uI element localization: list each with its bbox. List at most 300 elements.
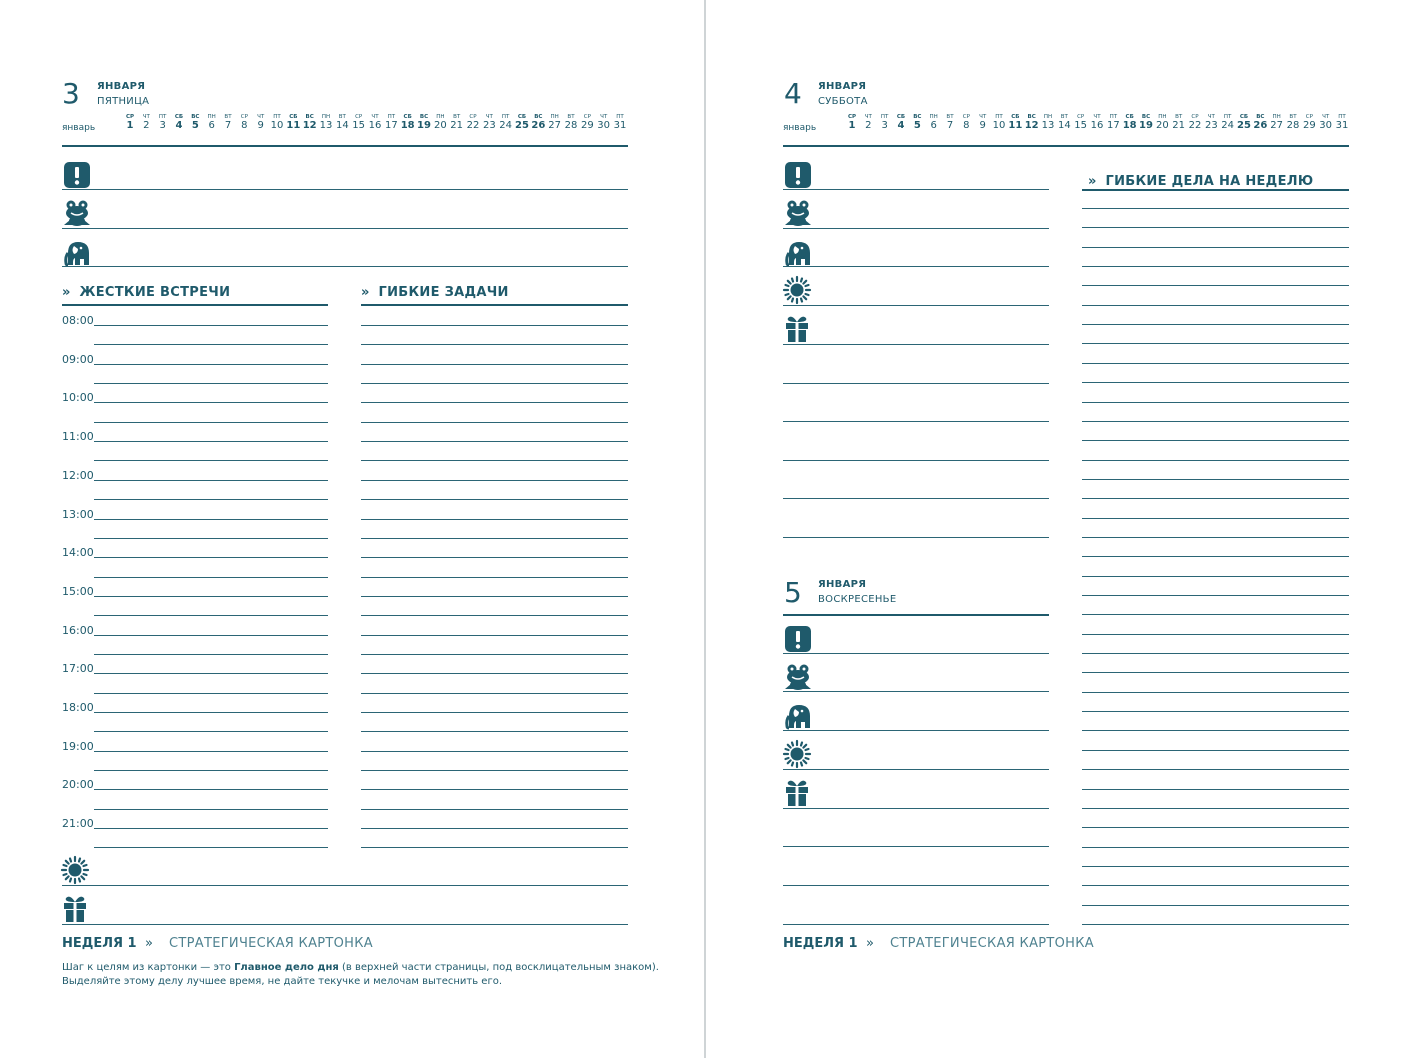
main-task-line[interactable]: [783, 653, 1049, 654]
calendar-day-number: 24: [499, 120, 513, 131]
calendar-weekday-label: ПТ: [1223, 114, 1232, 120]
section-arrow-icon: »: [361, 285, 370, 300]
calendar-day-13[interactable]: [1040, 114, 1057, 132]
task-line[interactable]: [361, 344, 628, 345]
calendar-weekday-label: СР: [1305, 114, 1313, 120]
calendar-day-number: 17: [1106, 120, 1120, 131]
calendar-day-22[interactable]: [1187, 114, 1204, 132]
weekly-task-line[interactable]: [1082, 421, 1349, 422]
month-name: ЯНВАРЯ: [818, 579, 867, 590]
calendar-weekday-label: ПТ: [1109, 114, 1118, 120]
calendar-day-6[interactable]: [203, 114, 220, 132]
meeting-halfhour-line[interactable]: [94, 499, 328, 500]
elephant-task-line[interactable]: [783, 266, 1049, 267]
weekly-task-line[interactable]: [1082, 208, 1349, 209]
note-line[interactable]: [783, 460, 1049, 461]
calendar-weekday-label: ЧТ: [371, 114, 379, 120]
calendar-day-number: 7: [946, 120, 954, 131]
calendar-day-number: 22: [466, 120, 480, 131]
meeting-slot-line[interactable]: [94, 751, 328, 752]
calendar-day-number: 23: [482, 120, 496, 131]
calendar-day-28[interactable]: [1285, 114, 1302, 132]
calendar-weekday-label: ВТ: [338, 114, 346, 120]
weekly-task-line[interactable]: [1082, 537, 1349, 538]
calendar-day-1[interactable]: [122, 114, 139, 132]
calendar-day-9[interactable]: [974, 114, 991, 132]
time-slot-label: 21:00: [62, 817, 94, 831]
frog-task-line[interactable]: [783, 691, 1049, 692]
calendar-day-4[interactable]: [893, 114, 910, 132]
meeting-halfhour-line[interactable]: [94, 538, 328, 539]
calendar-weekday-label: ЧТ: [600, 114, 608, 120]
weekly-tasks-rule: [1082, 189, 1349, 191]
tip-text-part: (в верхней части страницы, под восклицательным знаком).: [338, 962, 659, 973]
calendar-day-30[interactable]: [595, 114, 612, 132]
time-slot-label: 08:00: [62, 314, 94, 327]
calendar-day-6[interactable]: [925, 114, 942, 132]
calendar-day-4[interactable]: [171, 114, 188, 132]
weekly-task-line[interactable]: [1082, 885, 1349, 886]
calendar-weekday-label: ВТ: [453, 114, 461, 120]
calendar-day-3[interactable]: [154, 114, 171, 132]
weekly-task-line[interactable]: [1082, 769, 1349, 770]
calendar-day-15[interactable]: [1072, 114, 1089, 132]
calendar-weekday-label: СР: [469, 114, 477, 120]
task-line[interactable]: [361, 751, 628, 752]
calendar-day-18[interactable]: [1121, 114, 1138, 132]
task-line[interactable]: [361, 693, 628, 694]
calendar-day-31[interactable]: [1334, 114, 1351, 132]
calendar-weekday-label: ПТ: [880, 114, 889, 120]
calendar-weekday-label: ПТ: [1338, 114, 1346, 120]
main-task-line[interactable]: [783, 189, 1049, 190]
task-line[interactable]: [361, 422, 628, 423]
calendar-day-number: 14: [335, 120, 349, 131]
note-line[interactable]: [783, 537, 1049, 538]
calendar-weekday-label: ЧТ: [142, 114, 150, 120]
calendar-weekday-label: ВТ: [224, 114, 232, 120]
calendar-month-label: январь: [62, 123, 96, 133]
task-line[interactable]: [361, 654, 628, 655]
calendar-weekday-label: ПН: [550, 114, 559, 120]
sun-icon: [60, 855, 90, 885]
note-line[interactable]: [783, 421, 1049, 422]
calendar-day-number: 24: [1221, 120, 1235, 131]
calendar-day-17[interactable]: [383, 114, 400, 132]
calendar-day-23[interactable]: [481, 114, 498, 132]
calendar-day-number: 8: [963, 120, 970, 131]
calendar-day-20[interactable]: [432, 114, 449, 132]
calendar-day-30[interactable]: [1317, 114, 1334, 132]
calendar-day-number: 18: [1122, 120, 1137, 131]
sun-task-line[interactable]: [783, 769, 1049, 770]
calendar-day-number: 9: [979, 120, 986, 131]
calendar-weekday-label: ВС: [305, 114, 314, 120]
meeting-halfhour-line[interactable]: [94, 383, 328, 384]
calendar-weekday-label: ПТ: [158, 114, 167, 120]
calendar-day-10[interactable]: [269, 114, 286, 132]
calendar-day-number: 4: [175, 120, 183, 131]
weekly-task-line[interactable]: [1082, 924, 1349, 925]
task-line[interactable]: [361, 847, 628, 848]
calendar-day-number: 10: [992, 120, 1006, 131]
meeting-slot-line[interactable]: [94, 557, 328, 558]
elephant-icon: [783, 237, 813, 267]
exclamation-icon: [783, 160, 813, 190]
weekly-task-line[interactable]: [1082, 305, 1349, 306]
calendar-day-19[interactable]: [416, 114, 433, 132]
calendar-day-21[interactable]: [1170, 114, 1187, 132]
calendar-weekday-label: ВС: [1027, 114, 1036, 120]
calendar-day-number: 28: [1286, 120, 1300, 131]
calendar-day-10[interactable]: [991, 114, 1008, 132]
weekly-task-line[interactable]: [1082, 402, 1349, 403]
day-number: 4: [784, 77, 802, 110]
task-line[interactable]: [361, 383, 628, 384]
weekly-task-line[interactable]: [1082, 711, 1349, 712]
calendar-day-2[interactable]: [138, 114, 155, 132]
task-line[interactable]: [361, 402, 628, 403]
calendar-day-31[interactable]: [612, 114, 629, 132]
day-number: 3: [62, 77, 80, 110]
weekday-name: СУББОТА: [818, 96, 868, 107]
weekly-task-line[interactable]: [1082, 479, 1349, 480]
calendar-weekday-label: ВТ: [1289, 114, 1297, 120]
calendar-weekday-label: ПН: [1272, 114, 1281, 120]
calendar-weekday-label: СБ: [403, 114, 412, 120]
task-line[interactable]: [361, 809, 628, 810]
task-line[interactable]: [361, 460, 628, 461]
calendar-day-number: 12: [302, 120, 317, 131]
task-line[interactable]: [361, 364, 628, 365]
note-line[interactable]: [783, 924, 1049, 925]
calendar-day-number: 2: [865, 120, 872, 131]
meeting-slot-line[interactable]: [94, 480, 328, 481]
time-slot-label: 17:00: [62, 662, 94, 676]
calendar-weekday-label: ПТ: [387, 114, 396, 120]
note-line[interactable]: [783, 885, 1049, 886]
time-slot-label: 14:00: [62, 546, 94, 560]
calendar-weekday-label: ЧТ: [979, 114, 987, 120]
weekly-task-line[interactable]: [1082, 847, 1349, 848]
calendar-weekday-label: ВТ: [946, 114, 954, 120]
task-line[interactable]: [361, 712, 628, 713]
frog-task-line[interactable]: [783, 228, 1049, 229]
calendar-day-29[interactable]: [579, 114, 596, 132]
calendar-day-number: 31: [1335, 120, 1349, 131]
task-line[interactable]: [361, 441, 628, 442]
gift-icon: [782, 777, 812, 807]
tip-text-bold: Главное дело дня: [234, 962, 339, 973]
task-line[interactable]: [361, 557, 628, 558]
elephant-task-line[interactable]: [783, 730, 1049, 731]
task-line[interactable]: [361, 635, 628, 636]
task-line[interactable]: [361, 789, 628, 790]
gift-task-line[interactable]: [62, 924, 628, 925]
calendar-weekday-label: ВС: [419, 114, 429, 120]
task-line[interactable]: [361, 731, 628, 732]
calendar-day-2[interactable]: [860, 114, 877, 132]
calendar-day-23[interactable]: [1203, 114, 1220, 132]
weekly-task-line[interactable]: [1082, 692, 1349, 693]
weekly-task-line[interactable]: [1082, 460, 1349, 461]
calendar-day-14[interactable]: [1056, 114, 1073, 132]
meeting-halfhour-line[interactable]: [94, 615, 328, 616]
frog-icon: [783, 198, 813, 228]
calendar-weekday-label: СБ: [289, 114, 298, 120]
calendar-day-number: 17: [384, 120, 398, 131]
calendar-weekday-label: ВС: [1256, 114, 1265, 120]
calendar-day-12[interactable]: [1023, 114, 1040, 132]
calendar-weekday-label: ВТ: [1175, 114, 1183, 120]
meeting-slot-line[interactable]: [94, 673, 328, 674]
calendar-day-number: 26: [531, 120, 546, 131]
meeting-slot-line[interactable]: [94, 402, 328, 403]
gift-icon: [782, 313, 812, 343]
meeting-halfhour-line[interactable]: [94, 577, 328, 578]
calendar-day-number: 19: [1139, 120, 1153, 131]
calendar-day-18[interactable]: [399, 114, 416, 132]
calendar-day-26[interactable]: [530, 114, 547, 132]
calendar-day-number: 27: [1270, 120, 1284, 131]
note-line[interactable]: [783, 383, 1049, 384]
calendar-day-16[interactable]: [367, 114, 384, 132]
calendar-day-27[interactable]: [1268, 114, 1285, 132]
calendar-day-14[interactable]: [334, 114, 351, 132]
task-line[interactable]: [361, 499, 628, 500]
calendar-day-27[interactable]: [546, 114, 563, 132]
task-line[interactable]: [361, 538, 628, 539]
weekly-task-line[interactable]: [1082, 905, 1349, 906]
calendar-day-number: 18: [400, 120, 415, 131]
weekly-task-line[interactable]: [1082, 498, 1349, 499]
weekly-task-line[interactable]: [1082, 227, 1349, 228]
meeting-slot-line[interactable]: [94, 519, 328, 520]
meeting-halfhour-line[interactable]: [94, 460, 328, 461]
calendar-day-26[interactable]: [1252, 114, 1269, 132]
time-slot-label: 19:00: [62, 739, 94, 753]
calendar-day-20[interactable]: [1154, 114, 1171, 132]
meeting-halfhour-line[interactable]: [94, 654, 328, 655]
weekly-task-line[interactable]: [1082, 827, 1349, 828]
calendar-day-11[interactable]: [285, 114, 302, 132]
calendar-day-number: 15: [1074, 120, 1088, 131]
weekly-task-line[interactable]: [1082, 634, 1349, 635]
calendar-weekday-label: СР: [847, 114, 857, 120]
calendar-weekday-label: ЧТ: [1207, 114, 1215, 120]
calendar-day-7[interactable]: [942, 114, 959, 132]
strategic-card-link[interactable]: СТРАТЕГИЧЕСКАЯ КАРТОНКА: [890, 936, 1094, 951]
elephant-task-line[interactable]: [62, 266, 628, 267]
calendar-day-number: 26: [1253, 120, 1268, 131]
calendar-day-17[interactable]: [1105, 114, 1122, 132]
time-slot-label: 11:00: [62, 430, 94, 444]
meeting-slot-line[interactable]: [94, 635, 328, 636]
meeting-halfhour-line[interactable]: [94, 770, 328, 771]
time-slot-label: 15:00: [62, 584, 94, 598]
exclamation-icon: [783, 624, 813, 654]
calendar-day-number: 23: [1204, 120, 1218, 131]
time-slot-label: 09:00: [62, 352, 94, 366]
section-arrow-icon: »: [62, 285, 71, 300]
strategic-card-link[interactable]: СТРАТЕГИЧЕСКАЯ КАРТОНКА: [169, 936, 373, 951]
calendar-day-24[interactable]: [497, 114, 514, 132]
task-line[interactable]: [361, 325, 628, 326]
task-line[interactable]: [361, 615, 628, 616]
weekly-task-line[interactable]: [1082, 750, 1349, 751]
calendar-day-5[interactable]: [187, 114, 204, 132]
task-line[interactable]: [361, 577, 628, 578]
weekly-task-line[interactable]: [1082, 556, 1349, 557]
calendar-day-19[interactable]: [1138, 114, 1155, 132]
weekly-task-line[interactable]: [1082, 382, 1349, 383]
calendar-day-8[interactable]: [958, 114, 975, 132]
meeting-slot-line[interactable]: [94, 596, 328, 597]
calendar-weekday-label: СБ: [174, 114, 184, 120]
calendar-weekday-label: СР: [355, 114, 363, 120]
meetings-rule: [62, 304, 328, 306]
calendar-day-number: 19: [417, 120, 431, 131]
weekly-task-line[interactable]: [1082, 324, 1349, 325]
elephant-icon: [62, 237, 92, 267]
sun-icon: [782, 275, 812, 305]
sun-icon: [782, 739, 812, 769]
meeting-slot-line[interactable]: [94, 712, 328, 713]
calendar-weekday-label: ВС: [191, 114, 200, 120]
calendar-day-number: 11: [1008, 120, 1023, 131]
meeting-halfhour-line[interactable]: [94, 422, 328, 423]
weekly-task-line[interactable]: [1082, 266, 1349, 267]
weekly-task-line[interactable]: [1082, 363, 1349, 364]
calendar-day-number: 9: [257, 120, 264, 131]
weekly-task-line[interactable]: [1082, 247, 1349, 248]
time-slot-label: 20:00: [62, 778, 94, 792]
calendar-day-7[interactable]: [220, 114, 237, 132]
weekly-task-line[interactable]: [1082, 730, 1349, 731]
weekly-task-line[interactable]: [1082, 595, 1349, 596]
calendar-weekday-label: ВТ: [1060, 114, 1068, 120]
calendar-weekday-label: ВС: [534, 114, 543, 120]
weekly-task-line[interactable]: [1082, 808, 1349, 809]
calendar-day-8[interactable]: [236, 114, 253, 132]
calendar-day-24[interactable]: [1219, 114, 1236, 132]
calendar-weekday-label: СБ: [1011, 114, 1020, 120]
calendar-day-number: 29: [1302, 120, 1316, 131]
task-line[interactable]: [361, 519, 628, 520]
calendar-day-25[interactable]: [1236, 114, 1253, 132]
calendar-day-16[interactable]: [1089, 114, 1106, 132]
page-spine: [704, 0, 706, 1058]
note-line[interactable]: [783, 498, 1049, 499]
task-line[interactable]: [361, 596, 628, 597]
tip-text-part: Шаг к целям из картонки — это: [62, 962, 235, 973]
weekly-task-line[interactable]: [1082, 343, 1349, 344]
meeting-halfhour-line[interactable]: [94, 847, 328, 848]
calendar-day-number: 4: [897, 120, 905, 131]
meeting-halfhour-line[interactable]: [94, 731, 328, 732]
meeting-slot-line[interactable]: [94, 789, 328, 790]
calendar-weekday-label: СР: [962, 114, 970, 120]
weekly-task-line[interactable]: [1082, 789, 1349, 790]
week-label: НЕДЕЛЯ 1: [62, 936, 137, 951]
task-line[interactable]: [361, 673, 628, 674]
time-slot-label: 18:00: [62, 701, 94, 714]
section-arrow-icon: »: [1088, 174, 1097, 189]
calendar-day-9[interactable]: [252, 114, 269, 132]
weekly-task-line[interactable]: [1082, 614, 1349, 615]
calendar-day-13[interactable]: [318, 114, 335, 132]
sun-task-line[interactable]: [62, 885, 628, 886]
day-number: 5: [784, 576, 802, 609]
calendar-day-number: 29: [580, 120, 594, 131]
weekly-task-line[interactable]: [1082, 518, 1349, 519]
calendar-day-3[interactable]: [876, 114, 893, 132]
meeting-slot-line[interactable]: [94, 325, 328, 326]
calendar-day-5[interactable]: [909, 114, 926, 132]
weekly-task-line[interactable]: [1082, 672, 1349, 673]
gift-task-line[interactable]: [783, 344, 1049, 345]
main-task-line[interactable]: [62, 189, 628, 190]
meeting-slot-line[interactable]: [94, 441, 328, 442]
calendar-weekday-label: ПН: [1043, 114, 1053, 120]
weekly-task-line[interactable]: [1082, 866, 1349, 867]
task-line[interactable]: [361, 828, 628, 829]
calendar-day-number: 30: [1319, 120, 1333, 131]
calendar-weekday-label: СБ: [1125, 114, 1134, 120]
calendar-day-number: 5: [913, 120, 921, 131]
calendar-day-number: 14: [1057, 120, 1071, 131]
gift-task-line[interactable]: [783, 808, 1049, 809]
meeting-halfhour-line[interactable]: [94, 693, 328, 694]
calendar-weekday-label: СР: [583, 114, 591, 120]
weekly-tasks-title: [1088, 174, 1313, 189]
meeting-halfhour-line[interactable]: [94, 344, 328, 345]
calendar-day-1[interactable]: [844, 114, 861, 132]
weekly-tasks-title-label: ГИБКИЕ ДЕЛА НА НЕДЕЛЮ: [1105, 174, 1314, 189]
calendar-day-25[interactable]: [514, 114, 531, 132]
task-line[interactable]: [361, 480, 628, 481]
calendar-day-22[interactable]: [465, 114, 482, 132]
calendar-day-12[interactable]: [301, 114, 318, 132]
calendar-day-number: 25: [515, 120, 529, 131]
calendar-day-15[interactable]: [350, 114, 367, 132]
task-line[interactable]: [361, 770, 628, 771]
sun-task-line[interactable]: [783, 305, 1049, 306]
weekly-task-line[interactable]: [1082, 440, 1349, 441]
note-line[interactable]: [783, 846, 1049, 847]
meeting-slot-line[interactable]: [94, 364, 328, 365]
weekly-task-line[interactable]: [1082, 285, 1349, 286]
weekday-name: ПЯТНИЦА: [97, 96, 150, 107]
calendar-day-21[interactable]: [448, 114, 465, 132]
frog-task-line[interactable]: [62, 228, 628, 229]
gift-icon: [60, 893, 90, 923]
calendar-weekday-label: ЧТ: [864, 114, 872, 120]
meeting-slot-line[interactable]: [94, 828, 328, 829]
weekly-task-line[interactable]: [1082, 576, 1349, 577]
calendar-day-number: 7: [224, 120, 232, 131]
calendar-weekday-label: ЧТ: [257, 114, 265, 120]
calendar-day-number: 27: [548, 120, 562, 131]
calendar-day-28[interactable]: [563, 114, 580, 132]
weekly-task-line[interactable]: [1082, 653, 1349, 654]
tasks-title: [361, 285, 509, 300]
time-slot-label: 16:00: [62, 623, 94, 637]
meeting-halfhour-line[interactable]: [94, 809, 328, 810]
calendar-day-11[interactable]: [1007, 114, 1024, 132]
calendar-day-29[interactable]: [1301, 114, 1318, 132]
calendar-day-number: 12: [1024, 120, 1039, 131]
